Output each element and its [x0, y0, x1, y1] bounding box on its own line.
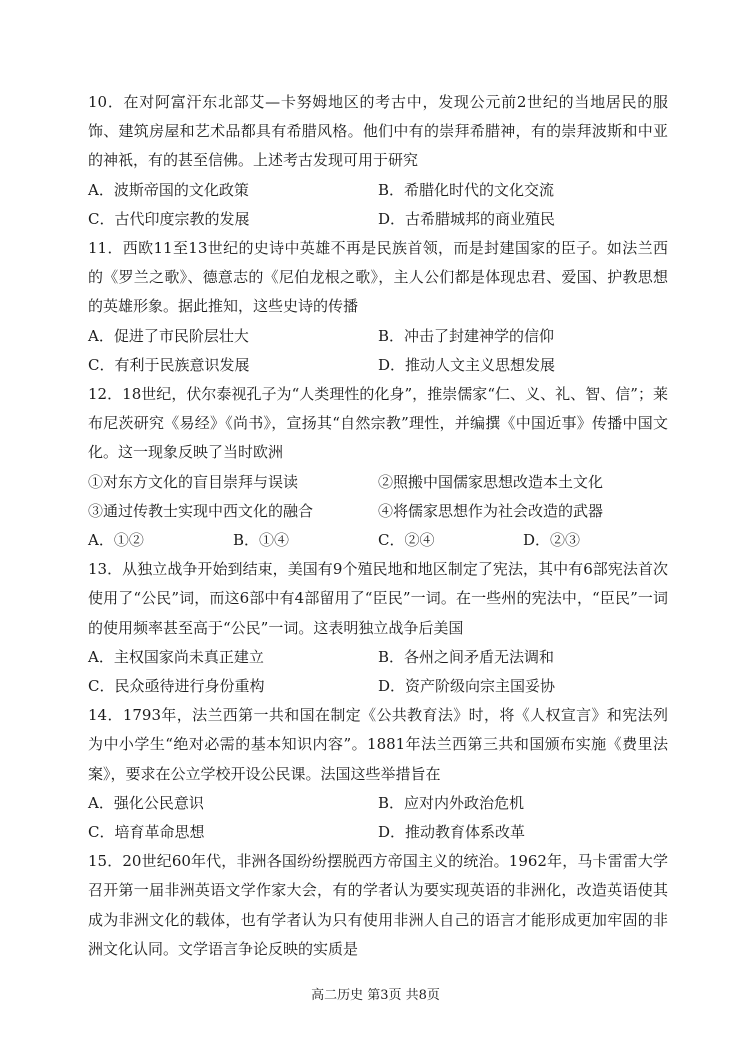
option-b: B．各州之间矛盾无法调和 — [378, 647, 555, 666]
option-c: C．②④ — [378, 530, 435, 549]
question-stem: 10．在对阿富汗东北部艾—卡努姆地区的考古中，发现公元前2世纪的当地居民的服饰、建筑房屋和艺术品都具有希腊风格。他们中有的崇拜希腊神，有的崇拜波斯和中亚的神祇，有的甚至信佛。上述考古发现可用于研究 — [88, 93, 668, 170]
option-c: C．有利于民族意识发展 — [88, 355, 250, 374]
option-b: B．冲击了封建神学的信仰 — [378, 326, 555, 345]
question-stem: 12．18世纪，伏尔泰视孔子为“人类理性的化身”，推崇儒家“仁、义、礼、智、信”；莱布尼茨研究《易经》《尚书》，宣扬其“自然宗教”理性，并编撰《中国近事》传播中国文化。这一现象反映了当时欧洲 — [88, 384, 668, 462]
question-stem: 15．20世纪60年代，非洲各国纷纷摆脱西方帝国主义的统治。1962年，马卡雷雷大学召开第一届非洲英语文学作家大会，有的学者认为要实现英语的非洲化，改造英语使其成为非洲文化的载体，也有学者认为只有使用非洲人自己的语言才能形成更加牢固的非洲文化认同。文学语言争论反映的实质是 — [88, 852, 668, 958]
option-d: D．推动教育体系改革 — [378, 822, 526, 841]
option-c: C．古代印度宗教的发展 — [88, 209, 250, 228]
statement-1: ①对东方文化的盲目崇拜与误读 — [88, 472, 299, 491]
statement-2: ②照搬中国儒家思想改造本土文化 — [378, 472, 604, 491]
option-d: D．资产阶级向宗主国妥协 — [378, 676, 556, 695]
question-13 — [88, 555, 668, 701]
option-a: A．①② — [88, 530, 144, 549]
question-10 — [88, 88, 668, 234]
option-b: B．应对内外政治危机 — [378, 793, 525, 812]
question-stem: 13．从独立战争开始到结束，美国有9个殖民地和地区制定了宪法，其中有6部宪法首次使用了“公民”词，而这6部中有4部留用了“臣民”一词。在一些州的宪法中，“臣民”一词的使用频率甚至高于“公民”一词。这表明独立战争后美国 — [88, 560, 668, 637]
question-14 — [88, 701, 668, 847]
option-b: B．①④ — [233, 530, 290, 549]
question-11 — [88, 234, 668, 380]
option-a: A．波斯帝国的文化政策 — [88, 180, 249, 199]
question-stem: 11．西欧11至13世纪的史诗中英雄不再是民族首领，而是封建国家的臣子。如法兰西的《罗兰之歌》、德意志的《尼伯龙根之歌》，主人公们都是体现忠君、爱国、护教思想的英雄形象。据此推知，这些史诗的传播 — [88, 238, 668, 316]
option-c: C．民众亟待进行身份重构 — [88, 676, 265, 695]
page-footer: 高二历史 第3页 共8页 — [311, 988, 440, 1003]
statement-3: ③通过传教士实现中西文化的融合 — [88, 501, 314, 520]
option-c: C．培育革命思想 — [88, 822, 205, 841]
statement-4: ④将儒家思想作为社会改造的武器 — [378, 501, 604, 520]
option-d: D．②③ — [523, 530, 581, 549]
question-list — [88, 88, 668, 964]
option-d: D．古希腊城邦的商业殖民 — [378, 209, 556, 228]
option-a: A．主权国家尚未真正建立 — [88, 647, 264, 666]
question-12 — [88, 380, 668, 555]
option-a: A．强化公民意识 — [88, 793, 204, 812]
question-stem: 14．1793年，法兰西第一共和国在制定《公共教育法》时，将《人权宣言》和宪法列为中小学生“绝对必需的基本知识内容”。1881年法兰西第三共和国颁布实施《费里法案》，要求在公立学校开设公民课。法国这些举措旨在 — [88, 706, 668, 783]
option-a: A．促进了市民阶层壮大 — [88, 326, 249, 345]
option-d: D．推动人文主义思想发展 — [378, 355, 556, 374]
option-b: B．希腊化时代的文化交流 — [378, 180, 555, 199]
question-15 — [88, 847, 668, 964]
